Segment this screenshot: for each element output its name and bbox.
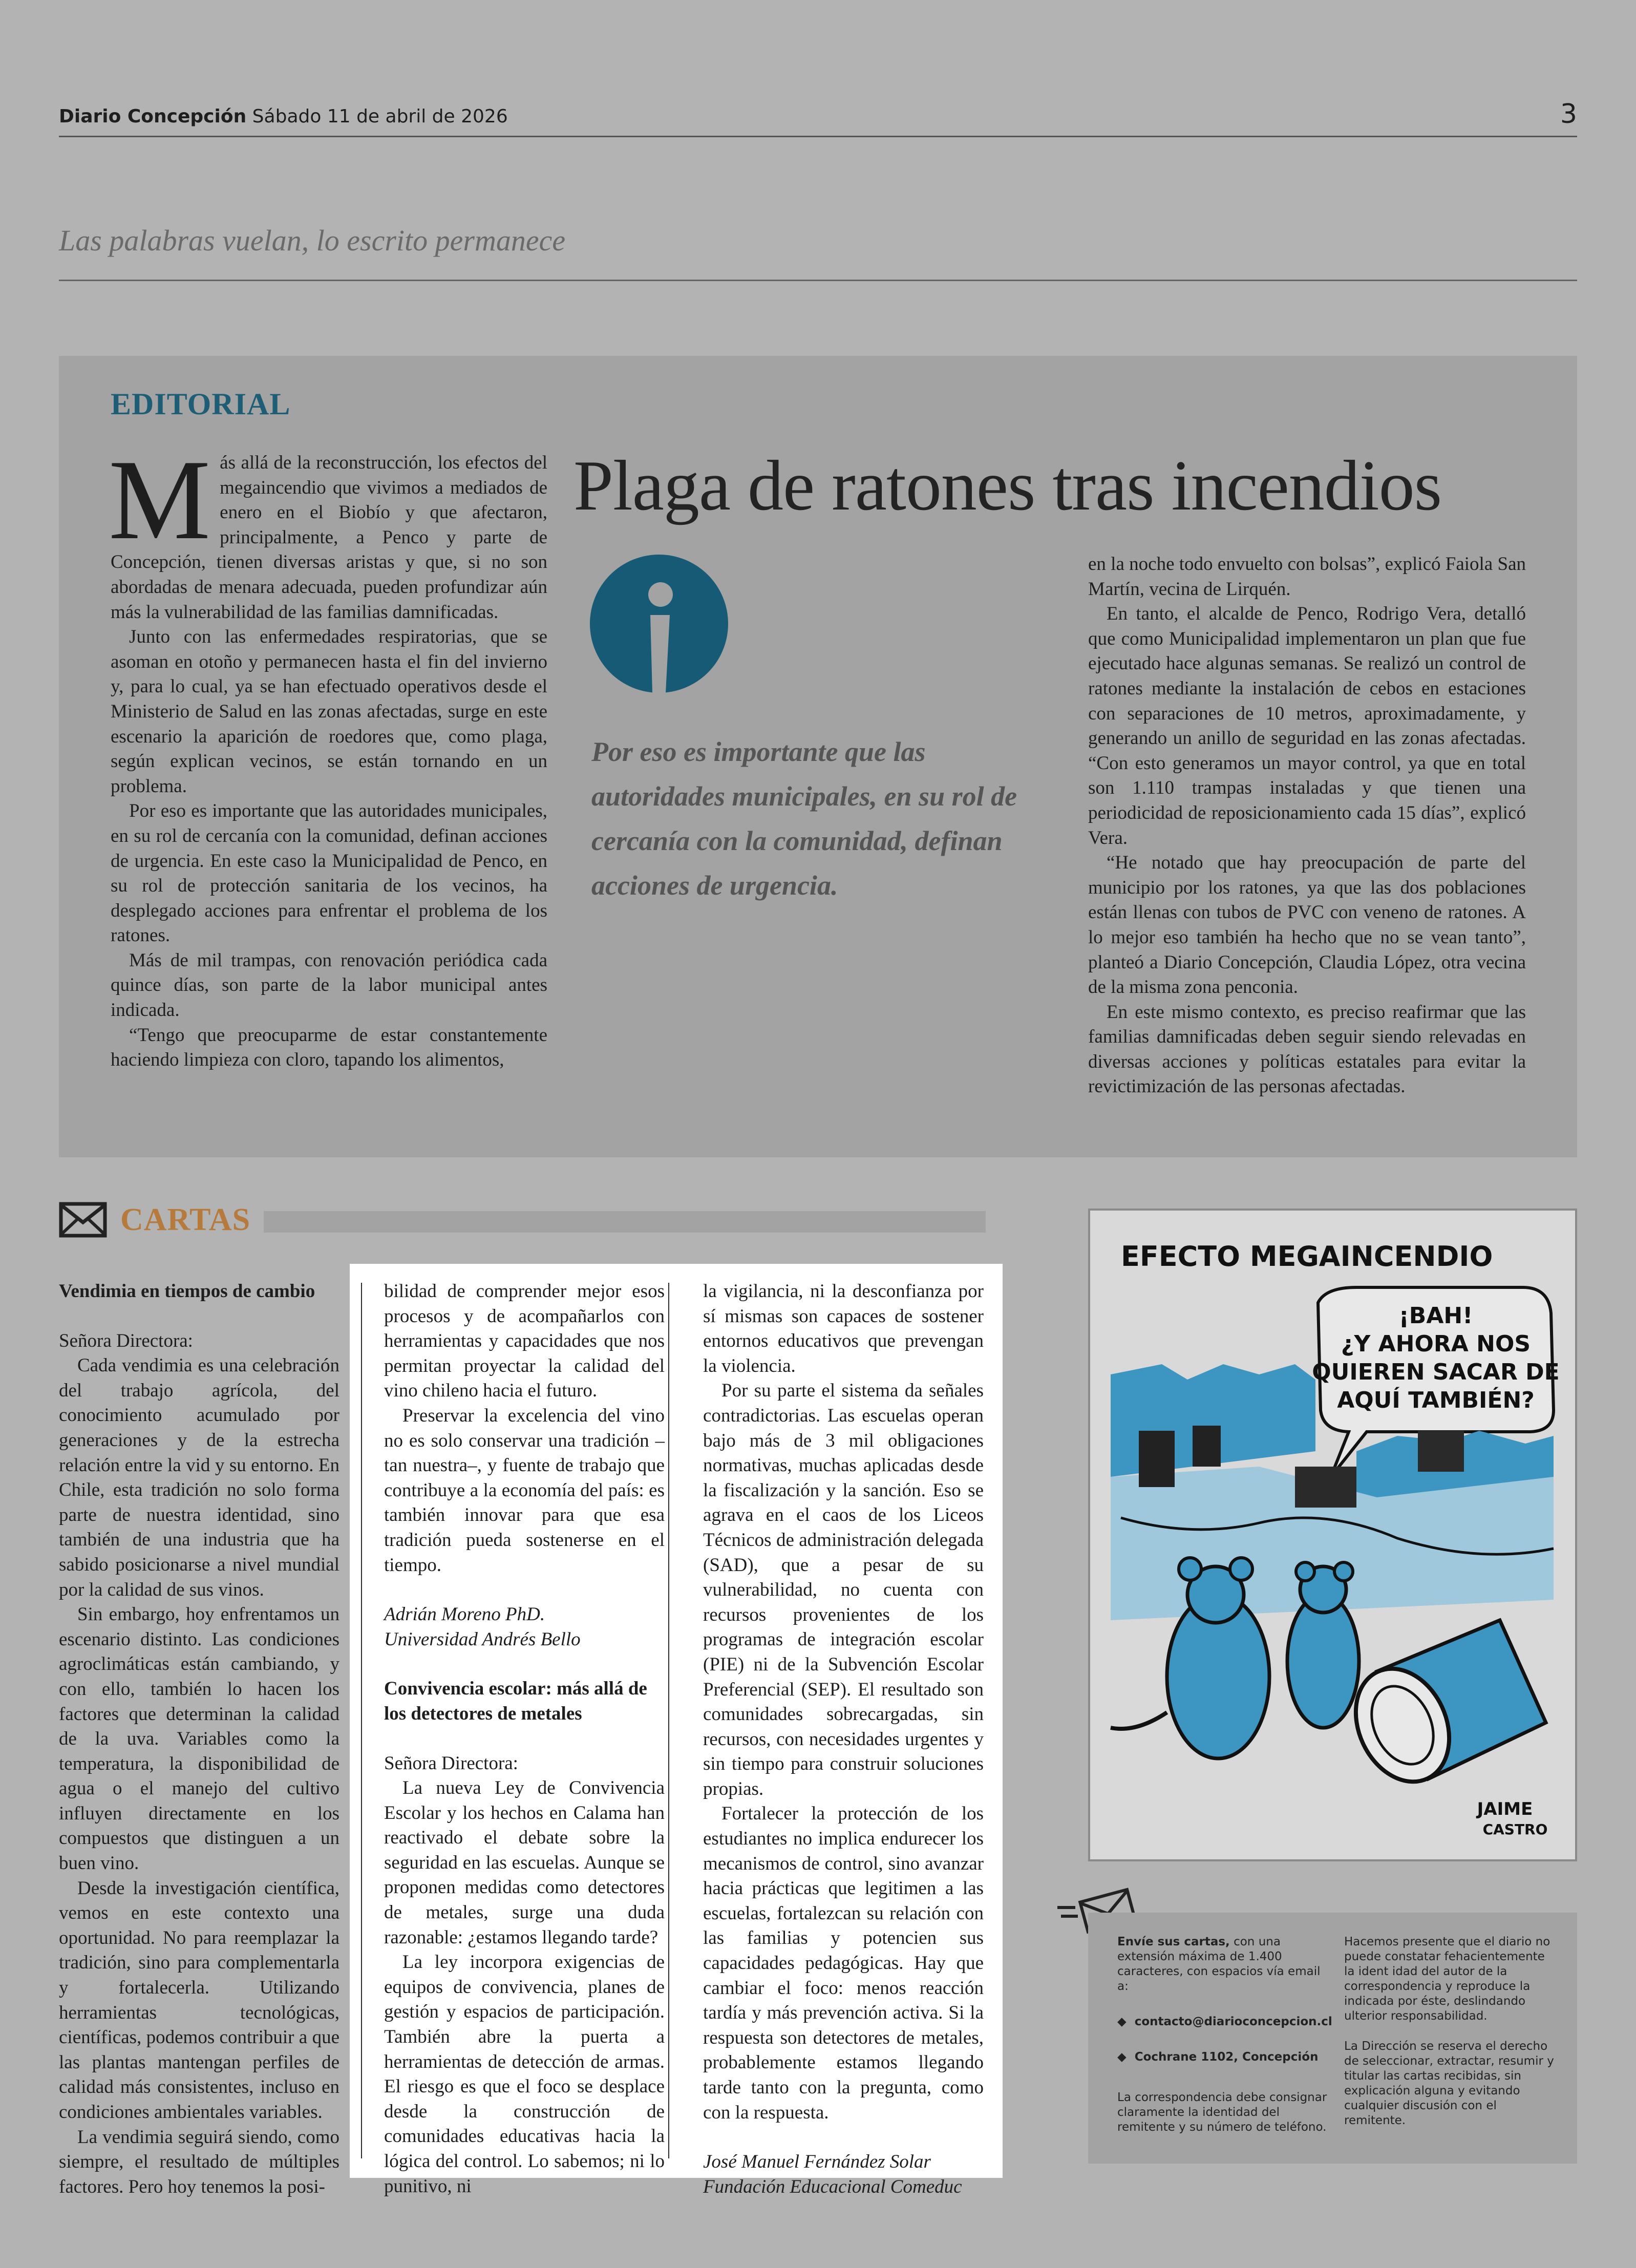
letter-signature-institution: Universidad Andrés Bello: [384, 1628, 581, 1650]
send-letters-heading: Envíe sus cartas,: [1117, 1935, 1230, 1948]
editorial-paragraph: “Tengo que preocuparme de estar constantemente haciendo limpieza con cloro, tapando los alimentos,: [111, 1024, 547, 1071]
letter-paragraph: Preservar la excelencia del vino no es solo conservar una tradición –tan nuestra–, y fuente de trabajo que contribuye a la economía del país: es también innovar para que esa tradición pueda sostenerse en el tiempo.: [384, 1405, 665, 1576]
letter-title: Convivencia escolar: más allá de los detectores de metales: [384, 1678, 647, 1724]
editorial-paragraph: En este mismo contexto, es preciso reafirmar que las familias damnificadas deben seguir siendo relevadas en diversas acciones y políticas estatales para evitar la revictimización de las personas afectadas.: [1088, 1001, 1526, 1097]
info-icon: [590, 555, 728, 701]
letter-salutation: Señora Directora:: [384, 1752, 518, 1774]
section-slogan: [59, 223, 1577, 281]
letter-signature-institution: Fundación Educacional Comeduc: [703, 2176, 962, 2197]
column-divider: [668, 1283, 669, 2158]
letter-paragraph: Por su parte el sistema da señales contradictorias. Las escuelas operan bajo más de 3 mil obligaciones normativas, muchas aplicadas desde la fiscalización y la sanción. Eso se agrava en el caos de los Liceos Técnicos de administración delegada (SAD), que a pesar de su vulnerabilidad, no cuenta con recursos provenientes de los programas de integración escolar (PIE) ni de la Subvención Escolar Preferencial (SEP). El resultado son comunidades sobrecargadas, sin recursos, con necesidades urgentes y sin tiempo para construir soluciones propias.: [703, 1380, 984, 1799]
column-divider: [361, 1283, 362, 2158]
letters-column-2: [384, 1279, 665, 2199]
letters-column-3: [703, 1279, 984, 2199]
bubble-line: ¡BAH!: [1398, 1303, 1473, 1329]
letter-paragraph: La ley incorpora exigencias de equipos de convivencia, planes de gestión y espacios de participación. También abre la puerta a herramientas de detección de armas. El riesgo es que el foco se desplace desde la construcción de comunidades educativas hacia la lógica del control. Lo sabemos; ni lo punitivo, ni: [384, 1952, 665, 2197]
contact-right: [1344, 1935, 1554, 2128]
slogan-text: Las palabras vuelan, lo escrito permanece: [59, 224, 566, 257]
letter-paragraph: Cada vendimia es una celebración del trabajo agrícola, del conocimiento acumulado por generaciones y de la estrecha relación entre la vid y su entorno. En Chile, esta tradición no solo forma parte de nuestra identidad, sino también de una industria que ha sabido posicionarse a nivel mundial por la calidad de sus vinos.: [59, 1355, 339, 1600]
letter-signature: José Manuel Fernández Solar: [703, 2151, 931, 2173]
letter-title: Vendimia en tiempos de cambio: [59, 1281, 315, 1302]
paper-name: Diario Concepción: [59, 106, 247, 127]
editorial-paragraph: Por eso es importante que las autoridades municipales, en su rol de cercanía con la comunidad, definan acciones de urgencia. En este caso la Municipalidad de Penco, en su rol de protección sanitaria de los vecinos, ha desplegado acciones para enfrentar el problema de los ratones.: [111, 800, 547, 946]
cartoonist-signature: CASTRO: [1482, 1821, 1548, 1838]
masthead: [59, 99, 1577, 137]
envelope-icon: [59, 1201, 108, 1239]
editorial-paragraph: En tanto, el alcalde de Penco, Rodrigo Vera, detalló que como Municipalidad implementaron un plan que fue ejecutado hace algunas semanas. Se realizó un control de ratones mediante la instalación de cebos en estaciones con separaciones de 10 metros, aproximadamente, y generando un anillo de seguridad en las zonas afectadas. “Con esto generamos un mayor control, ya que en total son 1.110 trampas instaladas y que tienen una periodicidad de reposicionamiento cada 15 días”, explicó Vera.: [1088, 603, 1526, 849]
cartas-rule: [264, 1211, 986, 1233]
address-line: [1117, 2050, 1327, 2065]
contact-address: Cochrane 1102, Concepción: [1134, 2050, 1319, 2064]
letter-paragraph: Desde la investigación científica, vemos en este contexto una oportunidad. No para reemplazar la tradición, sino para complementarla y fortalecerla. Utilizando herramientas tecnológicas, científicas, podemos contribuir a que las plantas mantengan perfiles de calidad más consistentes, incluso en condiciones ambientales variables.: [59, 1877, 339, 2123]
issue-date: Sábado 11 de abril de 2026: [246, 106, 508, 127]
diamond-bullet-icon: ◆: [1117, 2015, 1135, 2028]
send-letters-text: con una extensión máxima de 1.400 caracteres, con espacios vía email a:: [1117, 1935, 1321, 1993]
letter-paragraph: Sin embargo, hoy enfrentamos un escenario distinto. Las condiciones agroclimáticas están cambiando, y con ello, también lo hacen los factores que determinan la calidad de la uva. Variables como la temperatura, la disponibilidad de agua o el manejo del cultivo influyen directamente en los compuestos que distinguen a un buen vino.: [59, 1604, 339, 1874]
letter-signature: Adrián Moreno PhD.: [384, 1604, 545, 1625]
letter-paragraph: La nueva Ley de Convivencia Escolar y los hechos en Calama han reactivado el debate sobre la seguridad en las escuelas. Aunque se proponen medidas como detectores de metales, surge una duda razonable: ¿estamos llegando tarde?: [384, 1777, 665, 1948]
diamond-bullet-icon: ◆: [1117, 2050, 1135, 2064]
letter-salutation: Señora Directora:: [59, 1330, 193, 1351]
cartoonist-signature: JAIME: [1477, 1799, 1533, 1819]
contact-email-link[interactable]: contacto@diarioconcepcion.cl: [1134, 2015, 1332, 2028]
disclaimer: Hacemos presente que el diario no puede constatar fehacientemente la ident idad del autor de la correspondencia y reproduce la indicada por éste, deslindando ulterior responsabilidad.: [1344, 1935, 1550, 2023]
editorial-label: EDITORIAL: [111, 387, 291, 421]
drop-cap: M: [109, 436, 211, 563]
bubble-line: ¿Y AHORA NOS: [1341, 1331, 1531, 1357]
page-number: 3: [1560, 99, 1577, 130]
editorial-paragraph: ás allá de la reconstrucción, los efectos del megaincendio que vivimos a mediados de enero en el Biobío y que afectaron, principalmente, a Penco y parte de Concepción, tienen diversas aristas y que, si no son abordadas de menara adecuada, pueden profundizar aún más la vulnerabilidad de las familias damnificadas.: [111, 452, 547, 623]
email-line[interactable]: [1117, 2015, 1332, 2029]
letter-paragraph: la vigilancia, ni la desconfianza por sí mismas son capaces de sostener entornos educativos que prevengan la violencia.: [703, 1281, 984, 1376]
send-letters: [1117, 1935, 1327, 1994]
cartas-header: [59, 1201, 986, 1242]
editorial-column-3: [1088, 552, 1526, 1099]
letter-paragraph: La vendimia seguirá siendo, como siempre, el resultado de múltiples factores. Pero hoy tenemos la posi-: [59, 2126, 339, 2197]
letter-paragraph: bilidad de comprender mejor esos procesos y de acompañarlos con herramientas y capacidades que nos permitan proyectar la calidad del vino chileno hacia el futuro.: [384, 1281, 665, 1402]
editorial-paragraph: Junto con las enfermedades respiratorias, que se asoman en otoño y permanecen hasta el fin del invierno y, para lo cual, ya se han efectuado operativos desde el Ministerio de Salud en las zonas afectadas, surge en este escenario la aparición de roedores que, como plaga, según explican vecinos, se están tornando en un problema.: [111, 626, 547, 797]
editorial-column-1: [109, 436, 547, 1073]
letters-column-1: [59, 1279, 339, 2199]
editorial-paragraph: Más de mil trampas, con renovación periódica cada quince días, son parte de la labor municipal antes indicada.: [111, 949, 547, 1021]
editorial-headline: Plaga de ratones tras incendios: [573, 446, 1442, 525]
editorial-pullquote: Por eso es importante que las autoridades municipales, en su rol de cercanía con la comunidad, definan acciones de urgencia.: [591, 736, 1017, 901]
disclaimer: La Dirección se reserva el derecho de seleccionar, extractar, resumir y titular las cartas recibidas, sin explicación alguna y evitando cualquier discusión con el remitente.: [1344, 2040, 1554, 2127]
cartoon-title: EFECTO MEGAINCENDIO: [1121, 1240, 1493, 1273]
editorial-paragraph: en la noche todo envuelto con bolsas”, explicó Faiola San Martín, vecina de Lirquén.: [1088, 554, 1526, 600]
bubble-line: AQUÍ TAMBIÉN?: [1337, 1387, 1535, 1413]
bubble-line: QUIEREN SACAR DE: [1312, 1359, 1560, 1385]
editorial-cartoon: [1088, 1209, 1577, 1861]
cartas-label: CARTAS: [120, 1202, 251, 1237]
masthead-date-line: [59, 106, 508, 127]
letter-paragraph: Fortalecer la protección de los estudiantes no implica endurecer los mecanismos de control, sino avanzar hacia prácticas que legitimen a las escuelas, fortalezcan su relación con las familias y potencien sus capacidades pedagógicas. Hay que cambiar el foco: menos reacción tardía y más prevención activa. Si la respuesta son detectores de metales, probablemente estamos llegando tarde tanto con la pregunta, como con la respuesta.: [703, 1803, 984, 2123]
contact-left: [1117, 1935, 1332, 2135]
contact-note: La correspondencia debe consignar claramente la identidad del remitente y su número de teléfono.: [1117, 2091, 1327, 2134]
editorial-paragraph: “He notado que hay preocupación de parte del municipio por los ratones, ya que las dos poblaciones están llenas con tubos de PVC con veneno de ratones. A lo mejor eso también ha hecho que no se vean tanto”, planteó a Diario Concepción, Claudia López, otra vecina de la misma zona penconia.: [1088, 852, 1526, 998]
